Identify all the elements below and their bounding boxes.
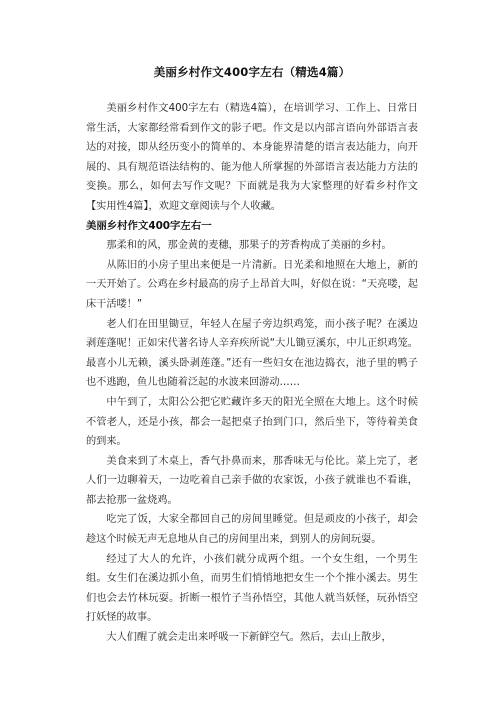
body-paragraph: 那柔和的风，那金黄的麦穗，那果子的芳香构成了美丽的乡村。 <box>106 240 392 252</box>
body-paragraph: 从陈旧的小房子里出来便是一片清新。日光柔和地照在大地上，新的一天开始了。公鸡在乡村最高的房子上昂首大叫，好似在说：“天亮喽，起床干活喽！” <box>86 259 418 310</box>
body-paragraph: 美食来到了木桌上，香气扑鼻而来，那香味无与伦比。菜上完了，老人们一边聊着天，一边吃着自己亲手做的农家饭，小孩子就谁也不看谁，都去抢那一盆烧鸡。 <box>86 455 418 506</box>
section-heading: 美丽乡村作文400字左右一 <box>86 219 212 232</box>
body-paragraph: 中午到了，太阳公公把它贮藏许多天的阳光全照在大地上。这个时候不管老人，还是小孩，都会一起把桌子抬到门口，然后坐下，等待着美食的到来。 <box>86 396 418 448</box>
intro-paragraph: 美丽乡村作文400字左右（精选4篇），在培训学习、工作上、日常日常生活，大家都经常看到作文的影子吧。作文是以内部言语向外部语言表达的对接，即从经历变小的简单的、本身能界清楚的语言表达能力，向开展的、具有规范语法结构的、能为他人所掌握的外部语言表达能力方法的变换。那么，如何去写作文呢？下面就是我为大家整理的好看乡村作文【实用性4篇】，欢迎文章阅读与个人收藏。 <box>86 103 418 212</box>
body-paragraph: 老人们在田里锄豆，年轻人在屋子旁边织鸡笼，而小孩子呢？在溪边剥莲蓬呢！正如宋代著名诗人辛弃疾所说“大儿锄豆溪东，中儿正织鸡笼。最喜小儿无赖，溪头卧剥莲蓬。”还有一些妇女在池边捣衣，池子里的鸭子也不逃跑，鱼儿也随着泛起的水波来回游动…… <box>86 318 418 389</box>
body-paragraph: 经过了大人的允许，小孩们就分成两个组。一个女生组，一个男生组。女生们在溪边抓小鱼，而男生们悄悄地把女生一个个推小溪去。男生们也会去竹林玩耍。折断一根竹子当孙悟空，其他人就当妖怪，玩孙悟空打妖怪的故事。 <box>86 553 418 624</box>
document-title: 美丽乡村作文400字左右（精选4篇） <box>153 65 351 79</box>
body-paragraph: 吃完了饭，大家全都回自己的房间里睡觉。但是顽皮的小孩子，却会趁这个时候无声无息地从自己的房间里出来，到别人的房间玩耍。 <box>86 514 418 546</box>
body-paragraph: 大人们醒了就会走出来呼吸一下新鲜空气。然后，去山上散步， <box>106 632 392 644</box>
